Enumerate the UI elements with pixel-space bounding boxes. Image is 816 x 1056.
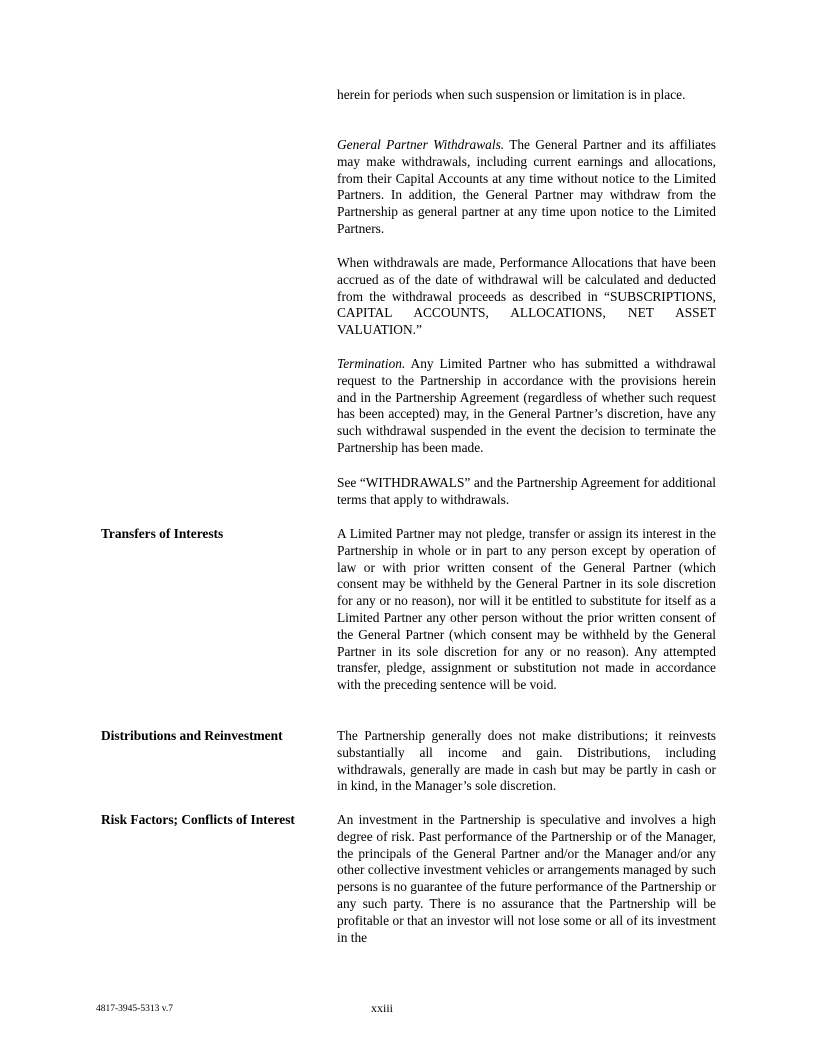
section-label-distributions: Distributions and Reinvestment (101, 728, 283, 743)
paragraph-text: The General Partner and its affiliates may make withdrawals, including current earnings and allocations, from their Capital Accounts at any time without notice to the Limited Partners. In addition, the General Partner may withdraw from the Partnership as general partner at any time upon notice to the Limited Partners. (337, 137, 717, 236)
paragraph-heading: General Partner Withdrawals. (337, 137, 505, 152)
paragraph-heading: Termination. (337, 356, 406, 371)
section-text-risk-factors: An investment in the Partnership is speculative and involves a high degree of risk. Past performance of the Partnership or of the Manager, the principals of the General Partner and/or the Manager and/or any other collective investment vehicles or arrangements managed by such persons is no guarantee of the future performance of the Partnership or any such party. There is no assurance that the Partnership will be profitable or that an investor will not lose some or all of its investment in the (337, 812, 716, 945)
suspension-paragraph (337, 87, 716, 104)
paragraph-text: When withdrawals are made, Performance Allocations that have been accrued as of the date of withdrawal will be calculated and deducted from the withdrawal proceeds as described in “SUBSCRIPTIONS, CAPITAL ACCOUNTS, ALLOCATIONS, NET ASSET VALUATION.” (337, 255, 716, 338)
termination-paragraph (337, 356, 716, 457)
see-withdrawals-paragraph (337, 475, 716, 509)
page-number: xxiii (371, 1001, 394, 1015)
section-label-risk-factors: Risk Factors; Conflicts of Interest (101, 812, 295, 827)
performance-allocations-paragraph (337, 255, 716, 339)
paragraph-text: Any Limited Partner who has submitted a withdrawal request to the Partnership in accordance with the provisions herein and in the Partnership Agreement (regardless of whether such request has been accepted) may, in the General Partner’s discretion, have any such withdrawal suspended in the event the decision to terminate the Partnership has been made. (337, 356, 716, 455)
paragraph-text: herein for periods when such suspension or limitation is in place. (337, 87, 686, 102)
document-id: 4817-3945-5313 v.7 (96, 1004, 173, 1014)
general-partner-withdrawals-paragraph (337, 137, 716, 238)
section-text-transfers: A Limited Partner may not pledge, transfer or assign its interest in the Partnership in whole or in part to any person except by operation of law or with prior written consent of the General Partner (which consent may be withheld by the General Partner in its sole discretion for any or no reason), nor will it be entitled to substitute for itself as a Limited Partner any other person without the prior written consent of the General Partner (which consent may be withheld by the General Partner in its sole discretion for any or no reason). Any attempted transfer, pledge, assignment or substitution not made in accordance with the preceding sentence will be void. (337, 526, 716, 693)
section-label-transfers: Transfers of Interests (101, 526, 224, 541)
paragraph-text: See “WITHDRAWALS” and the Partnership Agreement for additional terms that apply to withdrawals. (337, 475, 716, 507)
section-text-distributions: The Partnership generally does not make distributions; it reinvests substantially all income and gain. Distributions, including withdrawals, generally are made in cash but may be partly in cash or in kind, in the Manager’s sole discretion. (337, 728, 716, 794)
